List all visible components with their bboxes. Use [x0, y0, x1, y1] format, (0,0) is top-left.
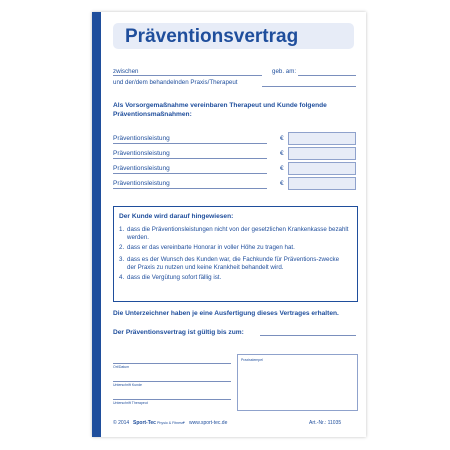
valid-until-line[interactable]	[260, 335, 356, 336]
therapist-line[interactable]	[262, 86, 356, 87]
title-banner	[113, 23, 354, 49]
copyright: © 2014	[113, 420, 130, 426]
birth-date-line[interactable]	[298, 75, 356, 76]
customer-signature-line[interactable]	[113, 381, 231, 382]
euro-sign: €	[280, 165, 284, 172]
document-title: Präventionsvertrag	[125, 26, 299, 47]
notice-item-number: 1.	[119, 226, 125, 233]
customer-signature-label: Unterschrift Kunde	[113, 383, 142, 387]
euro-sign: €	[280, 180, 284, 187]
service-label: Präventionsleistung	[113, 135, 170, 142]
stamp-label: Praxisstempel	[241, 358, 263, 362]
practice-stamp-box[interactable]	[237, 354, 358, 411]
notice-item-number: 2.	[119, 244, 125, 251]
amount-field[interactable]	[288, 162, 356, 175]
service-label: Präventionsleistung	[113, 180, 170, 187]
notice-item	[119, 256, 349, 272]
footer	[113, 420, 358, 432]
place-date-label: Ort/Datum	[113, 365, 130, 369]
service-label: Präventionsleistung	[113, 150, 170, 157]
contract-form	[92, 12, 366, 437]
notice-item-text: dass die Präventionsleistungen nicht von der gesetzlichen Krankenkasse bezahlt werden.	[127, 226, 349, 241]
article-number: Art.-Nr.: 11035	[309, 420, 342, 426]
copies-text: Die Unterzeichner haben je eine Ausfertigung dieses Vertrages erhalten.	[113, 310, 339, 317]
notice-item-text: dass es der Wunsch des Kunden war, die Fachkunde für Präventions-zwecke der Praxis zu nutzen und keine Krankheit behandelt wird.	[127, 256, 340, 271]
amount-field[interactable]	[288, 132, 356, 145]
notice-item	[119, 274, 349, 282]
euro-sign: €	[280, 150, 284, 157]
therapist-label: und der/dem behandelnden Praxis/Therapeut	[113, 79, 238, 86]
service-row	[113, 148, 358, 160]
notice-item	[119, 226, 349, 242]
notice-item-text: dass er das vereinbarte Honorar in voller Höhe zu tragen hat.	[127, 244, 295, 251]
customer-name-line[interactable]	[113, 75, 262, 76]
notice-title: Der Kunde wird darauf hingewiesen:	[119, 213, 234, 220]
valid-until-label: Der Präventionsvertrag ist gültig bis zum:	[113, 329, 244, 336]
bullet-icon: •	[183, 420, 185, 426]
amount-field[interactable]	[288, 147, 356, 160]
service-label: Präventionsleistung	[113, 165, 170, 172]
brand-name: Sport-Tec	[133, 420, 156, 426]
blue-side-stripe	[92, 12, 101, 437]
euro-sign: €	[280, 135, 284, 142]
notice-item	[119, 244, 349, 252]
brand-subtitle: Physio & Fitness	[157, 421, 184, 425]
notice-box	[113, 206, 358, 302]
website-link[interactable]: www.sport-tec.de	[189, 420, 228, 426]
service-row	[113, 178, 358, 190]
service-line[interactable]	[113, 173, 267, 174]
therapist-signature-label: Unterschrift Therapeut	[113, 401, 148, 405]
therapist-signature-line[interactable]	[113, 399, 231, 400]
service-line[interactable]	[113, 158, 267, 159]
notice-item-text: dass die Vergütung sofort fällig ist.	[127, 274, 222, 281]
amount-field[interactable]	[288, 177, 356, 190]
service-line[interactable]	[113, 143, 267, 144]
birth-date-label: geb. am:	[272, 68, 297, 75]
notice-item-number: 4.	[119, 274, 125, 281]
notice-item-number: 3.	[119, 256, 125, 263]
between-label: zwischen	[113, 68, 139, 75]
place-date-line[interactable]	[113, 363, 231, 364]
service-row	[113, 133, 358, 145]
intro-text: Als Vorsorgemaßnahme vereinbaren Therapeut und Kunde folgende Präventionsmaßnahmen:	[113, 102, 327, 118]
service-row	[113, 163, 358, 175]
service-line[interactable]	[113, 188, 267, 189]
